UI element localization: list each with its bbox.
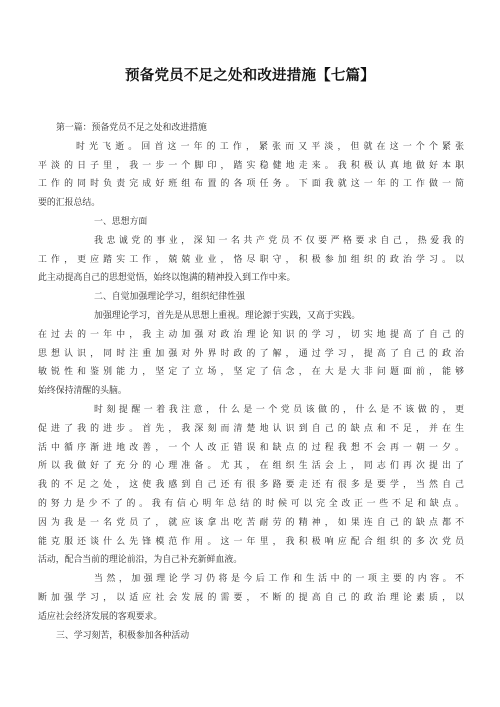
paragraph-line: 二、自觉加强理论学习，组织纪律性强 [94, 292, 245, 303]
paragraph-line: 我的不足之处，这使我感到自己还有很多路要走还有很多是要学，当然自己 [38, 480, 464, 491]
paragraph-line: 工作，更应踏实工作，兢兢业业，恪尽职守，积极参加组织的政治学习。以 [38, 254, 464, 265]
paragraph-line: 的努力是少不了的。我有信心明年总结的时候可以完全改正一些不足和缺点。 [38, 498, 464, 509]
paragraph-line: 要的汇报总结。 [38, 198, 101, 209]
paragraph-line: 平淡的日子里，我一步一个脚印，踏实稳健地走来。我积极认真地做好本职 [38, 160, 464, 171]
paragraph-line: 所以我做好了充分的心理准备。尤其，在组织生活会上，同志们再次提出了 [38, 461, 464, 472]
paragraph-line: 第一篇：预备党员不足之处和改进措施 [56, 123, 207, 133]
document-body [38, 119, 464, 645]
paragraph-line: 活中循序渐进地改善，一个人改正错误和缺点的过程我想不会再一朝一夕。 [38, 442, 464, 453]
paragraph-line: 此主动提高自己的思想觉悟，始终以饱满的精神投入到工作中来。 [38, 273, 296, 284]
paragraph-line: 适应社会经济发展的客观要求。 [38, 611, 163, 622]
paragraph-line: 工作的同时负责完成好班组布置的各项任务。下面我就这一年的工作做一简 [38, 179, 464, 190]
paragraph-line: 三、学习刻苦，积极参加各种活动 [56, 630, 190, 641]
paragraph-line: 我忠诚党的事业，深知一名共产党员不仅要严格要求自己，热爱我的 [94, 235, 464, 246]
paragraph-line: 一、思想方面 [94, 216, 148, 227]
paragraph-line: 加强理论学习，首先是从思想上重视。理论源于实践，又高于实践。 [94, 310, 361, 321]
paragraph-line: 敏锐性和鉴别能力，坚定了立场，坚定了信念，在大是大非问题面前，能够 [38, 367, 464, 378]
document-title: 预备党员不足之处和改进措施【七篇】 [125, 68, 375, 84]
paragraph-line: 在过去的一年中，我主动加强对政治理论知识的学习，切实地提高了自己的 [38, 329, 464, 340]
paragraph-line: 能克服还谈什么先锋模范作用。这一年里，我积极响应配合组织的多次党员 [38, 536, 464, 547]
paragraph-line: 活动，配合当前的理论前沿，为自己补充新鲜血液。 [38, 555, 243, 566]
paragraph-line: 因为我是一名党员了，就应该拿出吃苦耐劳的精神，如果连自己的缺点都不 [38, 517, 464, 528]
paragraph-line: 始终保持清醒的头脑。 [38, 386, 127, 397]
paragraph-line: 促进了我的进步。首先，我深刻而清楚地认识到自己的缺点和不足，并在生 [38, 423, 464, 434]
paragraph-line: 断加强学习，以适应社会发展的需要，不断的提高自己的政治理论素质，以 [38, 592, 464, 603]
paragraph-line: 思想认识，同时注重加强对外界时政的了解，通过学习，提高了自己的政治 [38, 348, 464, 359]
paragraph-line: 时光飞逝。回首这一年的工作，紧张而又平淡，但就在这一个个紧张 [76, 141, 464, 152]
paragraph-line: 当然，加强理论学习仍将是今后工作和生活中的一项主要的内容。不 [94, 574, 464, 585]
paragraph-line: 时刻提醒一着我注意，什么是一个党员该做的，什么是不该做的，更 [94, 404, 464, 415]
